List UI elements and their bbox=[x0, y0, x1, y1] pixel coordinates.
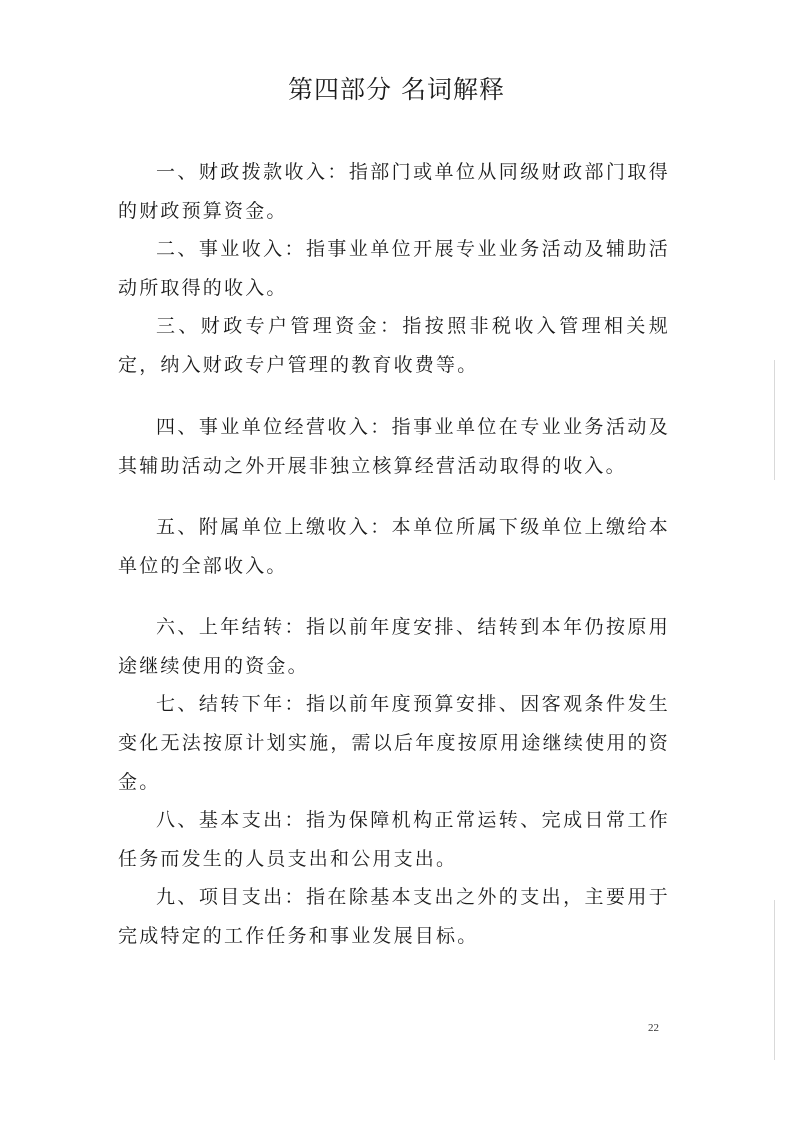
definition-paragraph: 八、基本支出：指为保障机构正常运转、完成日常工作任务而发生的人员支出和公用支出。 bbox=[118, 809, 670, 870]
scan-edge-mark bbox=[774, 900, 775, 1060]
page-title: 第四部分 名词解释 bbox=[288, 75, 505, 104]
scan-edge-mark bbox=[774, 360, 775, 480]
definition-paragraph: 四、事业单位经营收入：指事业单位在专业业务活动及其辅助活动之外开展非独立核算经营活动取得的收入。 bbox=[118, 416, 670, 477]
definition-paragraph: 七、结转下年：指以前年度预算安排、因客观条件发生变化无法按原计划实施，需以后年度按原用途继续使用的资金。 bbox=[118, 693, 670, 793]
definition-paragraph: 六、上年结转：指以前年度安排、结转到本年仍按原用途继续使用的资金。 bbox=[118, 616, 670, 677]
definition-paragraph: 五、附属单位上缴收入：本单位所属下级单位上缴给本单位的全部收入。 bbox=[118, 516, 670, 577]
page-number: 22 bbox=[648, 1022, 659, 1034]
definition-paragraph: 二、事业收入：指事业单位开展专业业务活动及辅助活动所取得的收入。 bbox=[118, 238, 670, 299]
definition-paragraph: 九、项目支出：指在除基本支出之外的支出，主要用于完成特定的工作任务和事业发展目标。 bbox=[118, 886, 670, 947]
definition-paragraph: 三、财政专户管理资金：指按照非税收入管理相关规定，纳入财政专户管理的教育收费等。 bbox=[118, 315, 670, 376]
definition-paragraph: 一、财政拨款收入：指部门或单位从同级财政部门取得的财政预算资金。 bbox=[118, 161, 670, 222]
